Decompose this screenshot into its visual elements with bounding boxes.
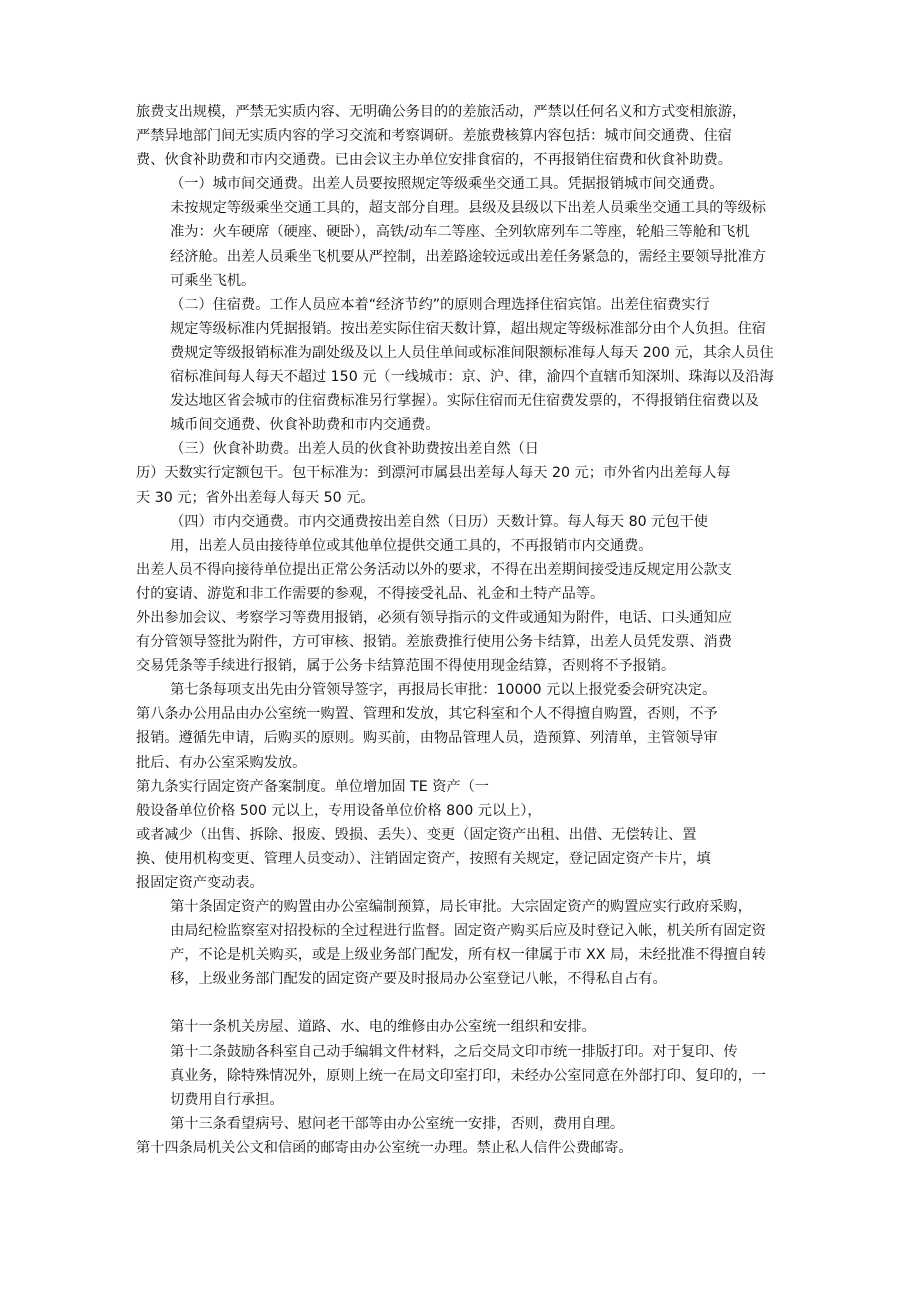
paragraph-travel-scale [136,100,800,172]
text-line: 交易凭条等手续进行报销，属于公务卡结算范围不得使用现金结算，否则将不予报销。 [136,658,676,675]
text-line: （二）住宿费。工作人员应本着“经济节约”的原则合理选择住宿宾馆。出差住宿费实行 [170,296,710,313]
paragraph-no-requests [136,558,800,606]
paragraph-article-9 [136,775,800,895]
text-line: 第十条固定资产的购置由办公室编制预算，局长审批。大宗固定资产的购置应实行政府采购， [170,899,752,916]
text-line: 真业务，除特殊情况外，原则上统一在局文印室打印，未经办公室同意在外部打印、复印的，一 [170,1067,766,1084]
text-line: 费规定等级报销标准为副处级及以上人员住单间或标准间限额标准每人每天 200 元，其余人员住 [170,344,774,361]
text-line: 换、使用机构变更、管理人员变动）、注销固定资产，按照有关规定，登记固定资产卡片，填 [136,850,711,867]
text-line: （一）城市间交通费。出差人员要按照规定等级乘坐交通工具。凭据报销城市间交通费。 [170,176,724,193]
text-line: 第八条办公用品由办公室统一购置、管理和发放，其它科室和个人不得擅自购置，否则，不予 [136,706,718,723]
paragraph-article-14 [136,1136,800,1160]
paragraph-meeting-expenses [136,606,800,678]
text-line: 或者减少（出售、拆除、报废、毁损、丢失）、变更（固定资产出租、出借、无偿转让、置 [136,826,697,843]
text-line: 旅费支出规模，严禁无实质内容、无明确公务目的的差旅活动，严禁以任何名义和方式变相旅游， [136,104,747,120]
text-line: 报固定资产变动表。 [136,875,264,891]
paragraph-article-11 [136,1015,800,1039]
text-line: 第十四条局机关公文和信函的邮寄由办公室统一办理。禁止私人信件公费邮寄。 [136,1139,633,1156]
text-line: 第十二条鼓励各科室自己动手编辑文件材料，之后交局文印市统一排版打印。对于复印、传 [170,1043,738,1060]
paragraph-article-10 [136,895,800,991]
text-line: 用，出差人员由接待单位或其他单位提供交通工具的，不再报销市内交通费。 [170,537,653,554]
text-line: 切费用自行承担。 [170,1091,284,1108]
text-line: 准为：火车硬席（硬座、硬卧），高铁/动车二等座、全列软席列车二等座，轮船三等舱和飞机 [170,224,750,241]
document-page [136,100,800,1160]
paragraph-local-transport [136,510,800,558]
paragraph-gap [136,991,800,1015]
text-line: 外出参加会议、考察学习等费用报销，必须有领导指示的文件或通知为附件，电话、口头通知应 [136,609,732,626]
text-line: 第十三条看望病号、慰问老干部等由办公室统一安排，否则，费用自理。 [170,1115,625,1132]
text-line: 严禁异地部门间无实质内容的学习交流和考察调研。差旅费核算内容包括：城市间交通费、住宿 [136,128,732,145]
text-line: 经济舱。出差人员乘坐飞机要从严控制，出差路途较远或出差任务紧急的，需经主要领导批准方 [170,248,766,265]
text-line: 由局纪检监察室对招投标的全过程进行监督。固定资产购买后应及时登记入帐，机关所有固定资 [170,923,766,940]
paragraph-intercity-transport [136,172,800,292]
text-line: 未按规定等级乘坐交通工具的，超支部分自理。县级及县级以下出差人员乘坐交通工具的等级标 [170,200,766,217]
paragraph-article-13 [136,1112,800,1136]
text-line: 发达地区省会城市的住宿费标准另行掌握）。实际住宿而无住宿费发票的，不得报销住宿费以及 [170,393,759,410]
text-line: 费、伙食补助费和市内交通费。已由会议主办单位安排食宿的，不再报销住宿费和伙食补助费。 [136,152,732,169]
paragraph-meal-allowance [136,437,800,461]
paragraph-article-7 [136,678,800,702]
text-line: 第十一条机关房屋、道路、水、电的维修由办公室统一组织和安排。 [170,1019,596,1036]
text-line: 批后、有办公室采购发放。 [136,754,307,771]
paragraph-meal-allowance-cont [136,461,800,509]
text-line: 付的宴请、游览和非工作需要的参观，不得接受礼品、礼金和土特产品等。 [136,585,605,602]
text-line: 产，不论是机关购买，或是上级业务部门配发，所有权一律属于市 XX 局，未经批准不得擅自转 [170,947,767,964]
text-line: 出差人员不得向接待单位提出正常公务活动以外的要求，不得在出差期间接受违反规定用公款支 [136,561,732,578]
text-line: 天 30 元；省外出差每人每天 50 元。 [136,489,375,506]
text-line: 有分管领导签批为附件，方可审核、报销。差旅费推行使用公务卡结算，出差人员凭发票、消费 [136,634,732,651]
paragraph-article-8 [136,702,800,774]
text-line: 第九条实行固定资产备案制度。单位增加固 TE 资产（一 [136,778,489,795]
text-line: 般设备单位价格 500 元以上，专用设备单位价格 800 元以上）， [136,802,542,819]
text-line: 报销。遵循先申请，后购买的原则。购买前，由物品管理人员，造预算、列清单，主管领导审 [136,730,718,747]
text-line: 可乘坐飞机。 [170,272,256,289]
paragraph-lodging [136,293,800,438]
text-line: 历）天数实行定额包干。包干标准为：到漂河市属县出差每人每天 20 元；市外省内出差每人每 [136,465,731,482]
text-line: 移，上级业务部门配发的固定资产要及时报局办公室登记八帐，不得私自占有。 [170,971,667,988]
text-line: （三）伙食补助费。出差人员的伙食补助费按出差自然（日 [170,441,539,458]
text-line: 宿标准间每人每天不超过 150 元（一线城市：京、沪、律，渝四个直辖币知深圳、珠海以及沿海 [170,369,774,386]
paragraph-article-12 [136,1040,800,1112]
text-line: 城币间交通费、伙食补助费和市内交通费。 [170,417,440,434]
text-line: 第七条每项支出先由分管领导签字，再报局长审批：10000 元以上报党委会研究决定。 [170,682,717,699]
text-line: 规定等级标准内凭据报销。按出差实际住宿天数计算，超出规定等级标准部分由个人负担。住宿 [170,320,766,337]
text-line: （四）市内交通费。市内交通费按出差自然（日历）天数计算。每人每天 80 元包干使 [170,513,708,530]
